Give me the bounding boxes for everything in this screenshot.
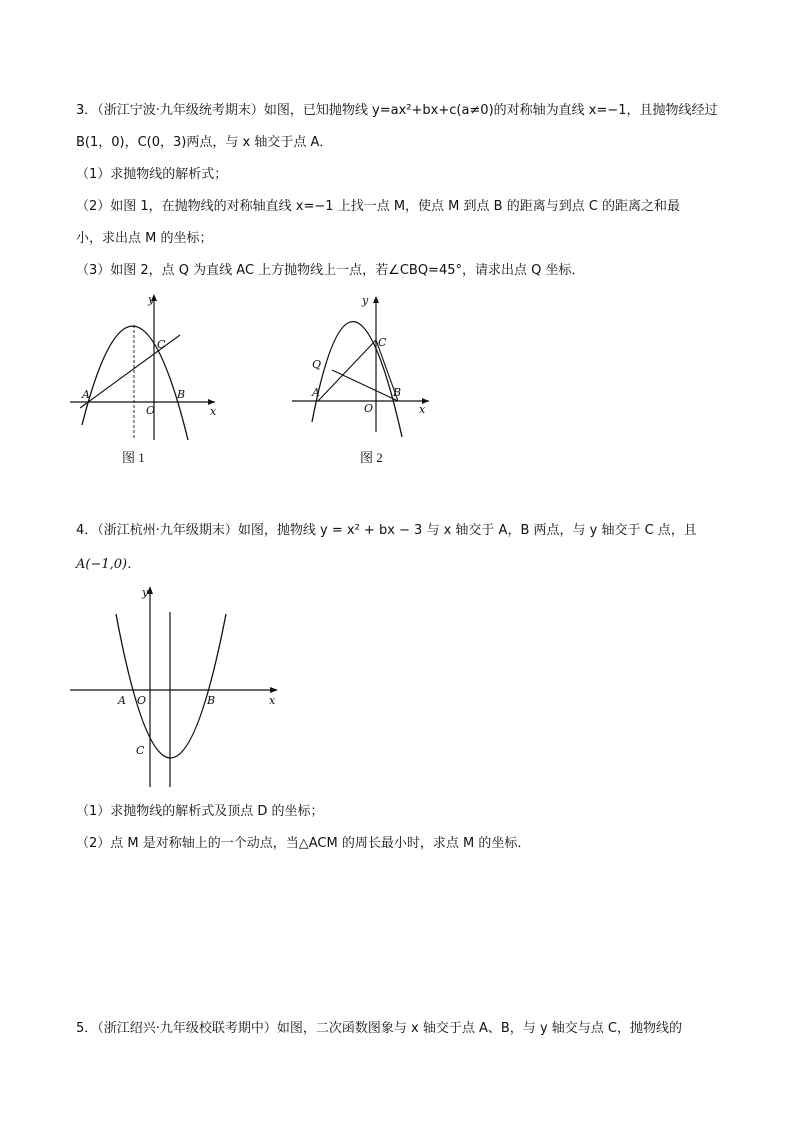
- fig2-label-q: Q: [312, 358, 322, 371]
- q3-figure-2: [292, 292, 442, 442]
- fig4-y-label: y: [142, 586, 149, 599]
- q3-part1: （1）求抛物线的解析式；: [76, 167, 228, 182]
- q3-part2-line1: （2）如图 1，在抛物线的对称轴直线 x=−1 上找一点 M，使点 M 到点 B 的距离与到点 C 的距离之和最: [76, 199, 681, 214]
- q4-part2: （2）点 M 是对称轴上的一个动点，当△ACM 的周长最小时，求点 M 的坐标．: [76, 836, 531, 851]
- fig4-label-c: C: [136, 744, 145, 757]
- q3-part3: （3）如图 2，点 Q 为直线 AC 上方抛物线上一点，若∠CBQ=45°，请求出点 Q 坐标．: [76, 263, 585, 278]
- fig1-label-b: B: [177, 388, 186, 401]
- fig4-x-label: x: [269, 694, 276, 707]
- fig2-x-label: x: [419, 403, 426, 416]
- fig4-label-b: B: [207, 694, 216, 707]
- fig1-label-c: C: [157, 338, 166, 351]
- q3-part2-line2: 小，求出点 M 的坐标；: [76, 231, 213, 246]
- q3-figure-1-caption: 图 1: [122, 450, 145, 465]
- q3-stem-line1: 3．（浙江宁波·九年级统考期末）如图，已知抛物线 y=ax²+bx+c(a≠0)的对称轴为直线 x=−1，且抛物线经过: [76, 103, 718, 118]
- q4-stem-line1: 4．（浙江杭州·九年级期末）如图，抛物线 y = x² + bx − 3 与 x 轴交于 A，B 两点，与 y 轴交于 C 点，且: [76, 523, 697, 538]
- q4-figure: [66, 582, 286, 792]
- fig1-x-label: x: [210, 405, 217, 418]
- q5-stem-line1: 5．（浙江绍兴·九年级校联考期中）如图，二次函数图象与 x 轴交于点 A、B，与 y 轴交与点 C，抛物线的: [76, 1021, 682, 1036]
- fig1-label-a: A: [82, 388, 90, 401]
- fig2-label-b: B: [393, 386, 402, 399]
- fig1-label-o: O: [146, 404, 156, 417]
- fig2-label-o: O: [364, 402, 374, 415]
- fig2-label-c: C: [378, 336, 387, 349]
- q4-stem-line2: A(−1,0)．: [76, 557, 141, 572]
- fig4-label-o: O: [137, 694, 147, 707]
- q4-part1: （1）求抛物线的解析式及顶点 D 的坐标；: [76, 804, 324, 819]
- fig4-label-a: A: [118, 694, 126, 707]
- fig2-y-label: y: [362, 294, 369, 307]
- q3-figure-1: [70, 290, 220, 440]
- q3-stem-line2: B(1，0)，C(0，3)两点，与 x 轴交于点 A．: [76, 135, 333, 150]
- fig1-y-label: y: [148, 293, 155, 306]
- q3-figure-2-caption: 图 2: [360, 450, 383, 465]
- fig2-label-a: A: [312, 386, 320, 399]
